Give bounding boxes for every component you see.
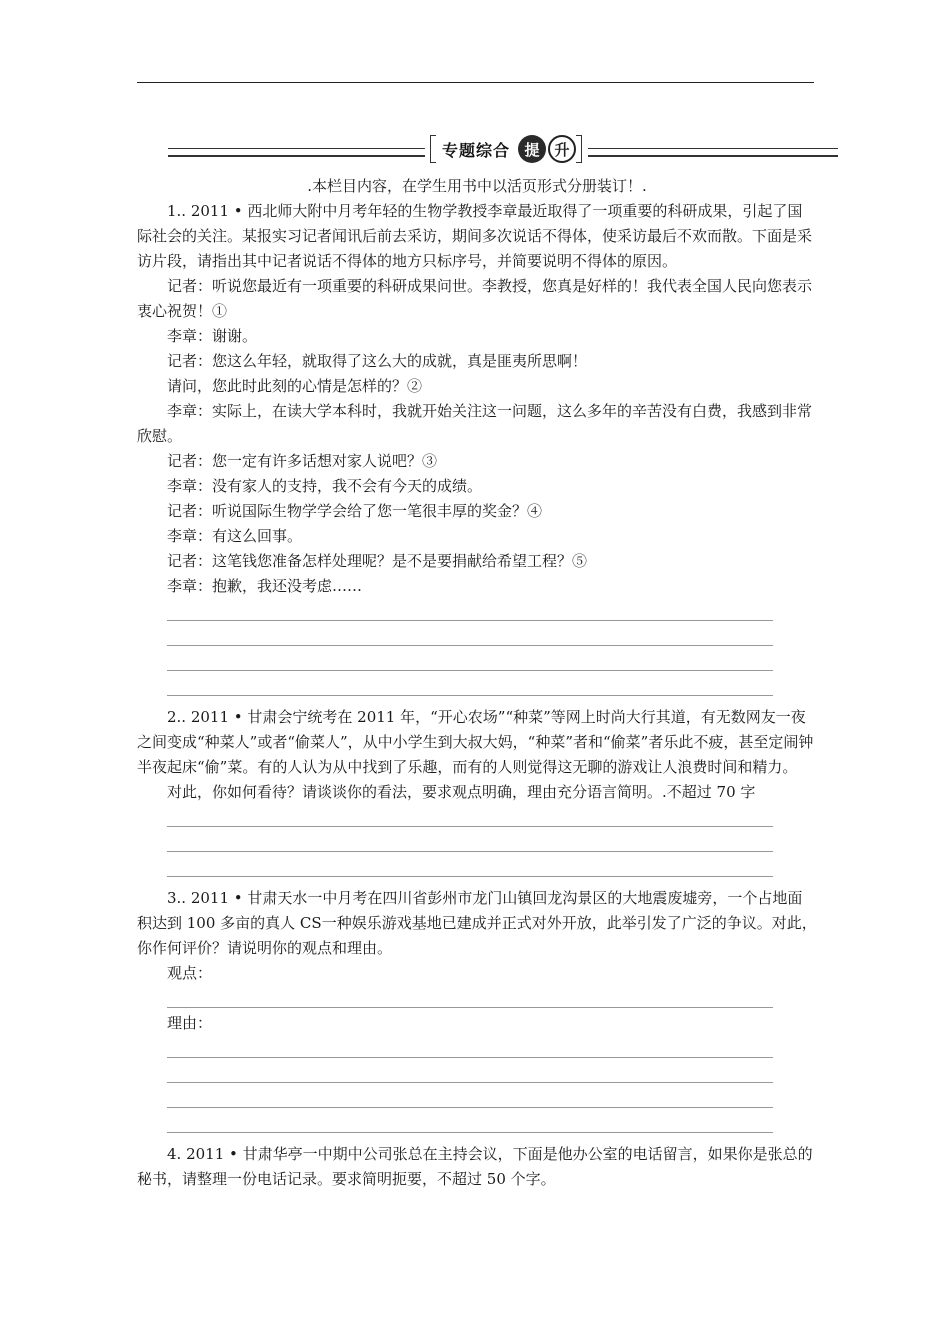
dialogue-line: 李章：抱歉，我还没考虑…… — [167, 577, 363, 595]
answer-line[interactable] — [137, 855, 817, 880]
answer-line[interactable] — [137, 624, 817, 649]
answer-line[interactable] — [137, 805, 817, 830]
question-1-intro: 1.. 2011 • 西北师大附中月考年轻的生物学教授李章最近取得了一项重要的科研成果，引起了国际社会的关注。某报实习记者闻讯后前去采访，期间多次说话不得体，使采访最后不欢而散。下面是采访片段，请指出其中记者说话不得体的地方只标序号，并简要说明不得体的原因。 — [137, 202, 813, 270]
section-banner — [168, 132, 838, 166]
question-3-intro: 3.. 2011 • 甘肃天水一中月考在四川省彭州市龙门山镇回龙沟景区的大地震废墟旁，一个占地面积达到 100 多亩的真人 CS一种娱乐游戏基地已建成并正式对外开放，此举引发了广泛的争议。对此，你作何评价？请说明你的观点和理由。 — [137, 889, 817, 957]
answer-line[interactable] — [137, 830, 817, 855]
binding-note: .本栏目内容，在学生用书中以活页形式分册装订！. — [307, 177, 647, 195]
dialogue-line: 李章：没有家人的支持，我不会有今天的成绩。 — [167, 477, 483, 495]
answer-line[interactable] — [137, 649, 817, 674]
question-2-prompt: 对此，你如何看待？请谈谈你的看法，要求观点明确，理由充分语言简明。.不超过 70 字 — [167, 783, 756, 801]
banner-rule-left — [168, 148, 425, 157]
banner-seal-icon: 提 — [518, 135, 546, 163]
worksheet-body — [137, 174, 817, 1192]
banner-seal-icon-2: 升 — [548, 135, 576, 163]
answer-line[interactable] — [137, 986, 817, 1011]
answer-line[interactable] — [137, 1111, 817, 1136]
answer-line[interactable] — [137, 674, 817, 699]
header-rule — [137, 82, 814, 83]
banner-bracket-right — [576, 135, 582, 163]
dialogue-line: 记者：这笔钱您准备怎样处理呢？是不是要捐献给希望工程？⑤ — [167, 552, 588, 570]
dialogue-line: 记者：您一定有许多话想对家人说吧？③ — [167, 452, 438, 470]
dialogue-line: 李章：有这么回事。 — [167, 527, 303, 545]
dialogue-line: 李章：谢谢。 — [167, 327, 258, 345]
answer-line[interactable] — [137, 599, 817, 624]
banner-badge — [430, 135, 582, 163]
view-label: 观点： — [167, 964, 213, 982]
question-4-intro: 4. 2011 • 甘肃华亭一中期中公司张总在主持会议，下面是他办公室的电话留言，如果你是张总的秘书，请整理一份电话记录。要求简明扼要，不超过 50 个字。 — [137, 1145, 813, 1188]
dialogue-line: 记者：您这么年轻，就取得了这么大的成就，真是匪夷所思啊！ — [167, 352, 588, 370]
answer-line[interactable] — [137, 1036, 817, 1061]
dialogue-line: 记者：听说国际生物学学会给了您一笔很丰厚的奖金？④ — [167, 502, 543, 520]
question-2-intro: 2.. 2011 • 甘肃会宁统考在 2011 年，“开心农场”“种菜”等网上时尚大行其道，有无数网友一夜之间变成“种菜人”或者“偷菜人”，从中小学生到大叔大妈，“种菜”者和“偷菜”者乐此不疲，甚至定闹钟半夜起床“偷”菜。有的人认为从中找到了乐趣，而有的人则觉得这无聊的游戏让人浪费时间和精力。 — [137, 708, 814, 776]
reason-label: 理由： — [167, 1014, 213, 1032]
dialogue-line: 请问，您此时此刻的心情是怎样的？② — [167, 377, 423, 395]
banner-rule-right — [588, 148, 838, 157]
dialogue-line: 记者：听说您最近有一项重要的科研成果问世。李教授，您真是好样的！我代表全国人民向您表示衷心祝贺！① — [137, 277, 813, 320]
banner-title: 专题综合 — [442, 140, 511, 160]
dialogue-line: 李章：实际上，在读大学本科时，我就开始关注这一问题，这么多年的辛苦没有白费，我感到非常欣慰。 — [137, 402, 813, 445]
answer-line[interactable] — [137, 1061, 817, 1086]
answer-line[interactable] — [137, 1086, 817, 1111]
